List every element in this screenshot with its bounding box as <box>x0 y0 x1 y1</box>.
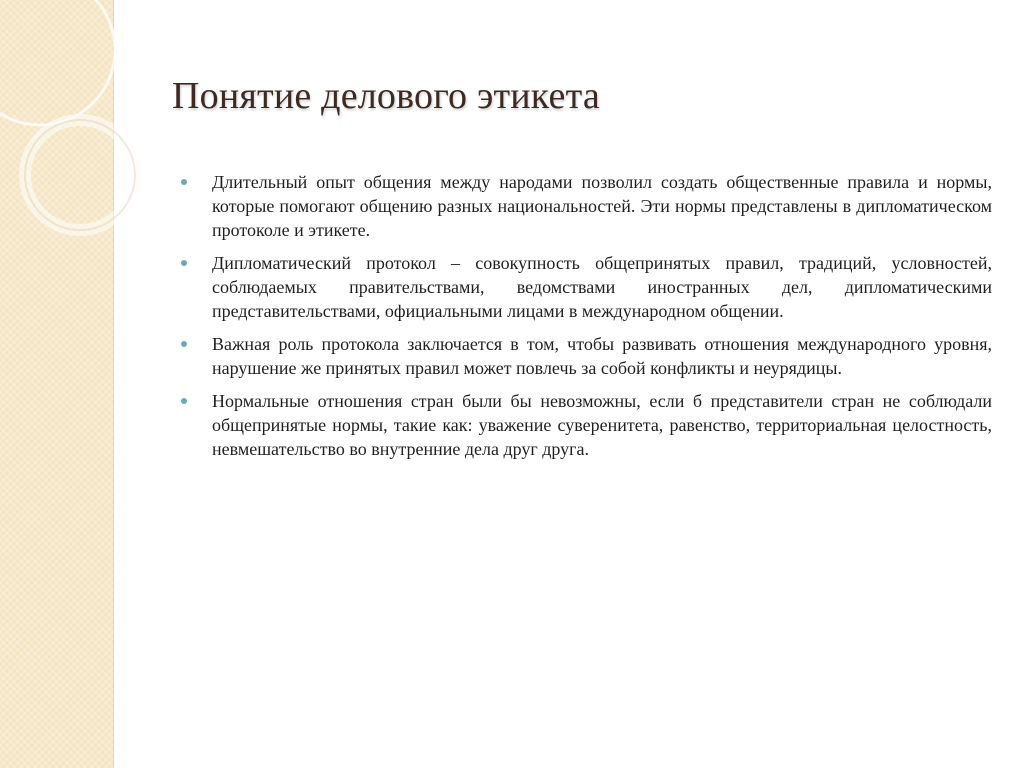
bullet-text: Дипломатический протокол – совокупность общепринятых правил, традиций, условностей, соблюдаемых правительствами, ведомствами иностранных дел, дипломатическими представительствами, официальными лицами в международном общении. <box>212 253 992 321</box>
bullet-text: Важная роль протокола заключается в том, чтобы развивать отношения международного уровня, нарушение же принятых правил может повлечь за собой конфликты и неурядицы. <box>212 334 992 378</box>
bullet-text: Длительный опыт общения между народами позволил создать общественные правила и нормы, которые помогают общению разных национальностей. Эти нормы представлены в дипломатическом протоколе и этикете. <box>212 172 992 240</box>
bullet-dot-icon <box>181 341 187 347</box>
bullet-item <box>212 332 992 380</box>
slide-title: Понятие делового этикета <box>172 75 600 117</box>
decorative-rings <box>0 0 200 300</box>
bullet-dot-icon <box>181 398 187 404</box>
bullet-dot-icon <box>181 179 187 185</box>
bullet-dot-icon <box>181 260 187 266</box>
bullet-item <box>212 389 992 461</box>
bullet-item <box>212 170 992 242</box>
bullet-item <box>212 251 992 323</box>
thick-ring-edge <box>25 120 135 230</box>
bullet-text: Нормальные отношения стран были бы невозможны, если б представители стран не соблюдали общепринятые нормы, такие как: уважение суверенитета, равенство, территориальная целостность, невмешательство во внутренние дела друг друга. <box>212 391 992 459</box>
large-ring <box>0 0 115 125</box>
bullet-list <box>212 170 992 470</box>
